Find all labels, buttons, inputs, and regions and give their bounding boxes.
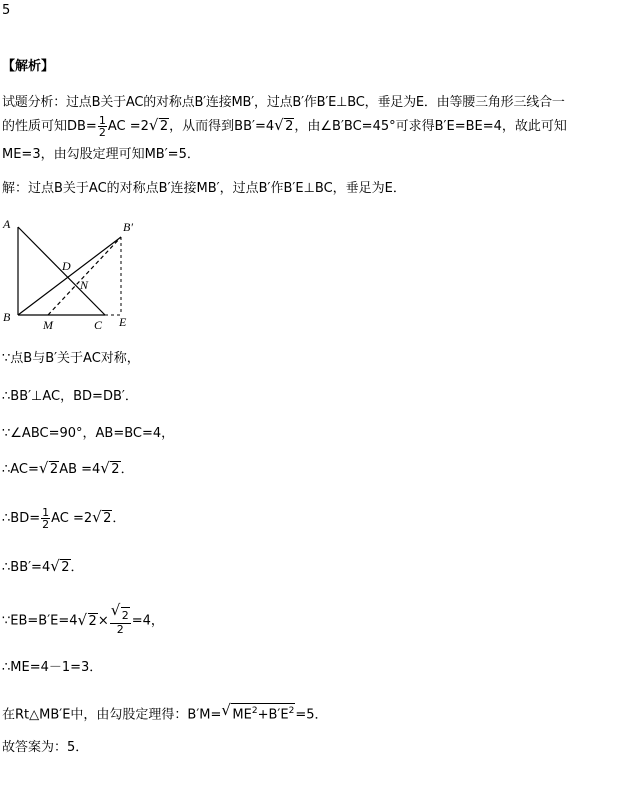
fraction-one-half <box>98 115 107 138</box>
fraction-numerator: 1 <box>98 114 106 127</box>
analysis-text: AC =2 <box>107 119 149 134</box>
radical-sign: √ <box>50 557 60 575</box>
label-B: B <box>3 310 11 324</box>
fraction-sqrt2-over-2 <box>110 601 131 636</box>
label-M: M <box>43 318 53 332</box>
radicand-text: +B′E <box>257 707 289 723</box>
sqrt-symbol <box>274 118 294 136</box>
geometry-figure <box>0 212 160 332</box>
exponent: 2 <box>288 706 295 716</box>
sqrt-symbol <box>221 703 295 724</box>
radical-sign: √ <box>148 116 159 134</box>
radicand: 2 <box>88 613 97 629</box>
step-2: ∴BB′⊥AC，BD=DB′． <box>2 389 138 404</box>
radical-sign: √ <box>77 610 88 629</box>
radicand: 2 <box>121 609 129 622</box>
final-answer: 故答案为：5． <box>2 740 89 755</box>
fraction-numerator: 1 <box>42 506 50 519</box>
analysis-line-1: 试题分析：过点B关于AC的对称点B′连接MB′，过点B′作B′E⊥BC，垂足为E．由等腰三角形三线合一 <box>2 95 565 110</box>
section-header: 【解析】 <box>2 59 55 74</box>
step-text: AC =2 <box>51 511 93 526</box>
sqrt-symbol <box>50 559 70 577</box>
step-text: ∵EB=B′E=4 <box>2 613 78 629</box>
analysis-text: 的性质可知DB= <box>2 119 97 134</box>
step-text: =4， <box>131 613 164 629</box>
step-text: × <box>97 613 109 629</box>
radical-sign: √ <box>274 116 284 134</box>
analysis-text: ，从而得到BB′=4 <box>169 119 275 134</box>
analysis-line-2 <box>2 115 567 138</box>
radicand: 2 <box>285 119 294 134</box>
fraction-denominator: 2 <box>98 126 106 139</box>
step-1: ∵点B与B′关于AC对称， <box>2 351 140 366</box>
analysis-text: ，由∠B′BC=45°可求得B′E=BE=4，故此可知 <box>294 119 567 134</box>
radicand <box>231 703 295 722</box>
sqrt-symbol <box>149 118 169 136</box>
sqrt-symbol <box>100 461 120 479</box>
fraction-one-half <box>41 507 50 530</box>
label-A: A <box>3 217 11 231</box>
step-3: ∵∠ABC=90°，AB=BC=4， <box>2 426 175 441</box>
step-text: ∴BD= <box>2 511 41 526</box>
radicand: 2 <box>103 511 112 526</box>
radicand-text: ME <box>232 707 252 723</box>
step-text: ． <box>120 462 134 477</box>
sqrt-symbol <box>77 610 98 631</box>
radical-sign: √ <box>92 508 102 526</box>
exponent: 2 <box>251 706 258 716</box>
segment-BB-prime <box>18 237 121 315</box>
solution-intro: 解：过点B关于AC的对称点B′连接MB′，过点B′作B′E⊥BC，垂足为E． <box>2 181 406 196</box>
label-C: C <box>94 318 103 332</box>
step-6 <box>2 559 84 577</box>
step-text: =5． <box>295 707 328 723</box>
radical-sign: √ <box>110 601 121 619</box>
fraction-denominator: 2 <box>116 623 124 636</box>
step-7 <box>2 601 164 636</box>
radicand: 2 <box>159 119 169 134</box>
label-D: D <box>62 259 71 273</box>
radical-sign: √ <box>100 459 110 477</box>
radical-sign: √ <box>221 701 231 719</box>
step-text: ． <box>112 511 126 526</box>
label-N: N <box>80 278 89 292</box>
fraction-denominator: 2 <box>42 518 50 531</box>
step-text: AB =4 <box>59 462 101 477</box>
analysis-line-3: ME=3，由勾股定理可知MB′=5． <box>2 147 200 162</box>
sqrt-symbol <box>110 601 130 623</box>
radicand: 2 <box>111 462 120 477</box>
sqrt-symbol <box>92 510 112 528</box>
radical-sign: √ <box>38 459 49 477</box>
step-5 <box>2 507 125 530</box>
sqrt-symbol <box>39 461 59 479</box>
radicand: 2 <box>61 560 70 575</box>
question-number: 5 <box>2 3 11 18</box>
segment-MB-prime-dashed <box>48 237 121 315</box>
step-4 <box>2 461 134 479</box>
label-E: E <box>119 315 127 329</box>
fraction-numerator <box>110 601 131 624</box>
step-9 <box>2 703 327 724</box>
radicand: 2 <box>49 462 59 477</box>
step-text: ∴BB′=4 <box>2 560 51 575</box>
label-B-prime: B′ <box>123 220 133 234</box>
step-text: 在Rt△MB′E中，由勾股定理得：B′M= <box>2 707 222 723</box>
step-8: ∴ME=4－1=3． <box>2 660 103 675</box>
step-text: ． <box>70 560 84 575</box>
step-text: ∴AC= <box>2 462 39 477</box>
